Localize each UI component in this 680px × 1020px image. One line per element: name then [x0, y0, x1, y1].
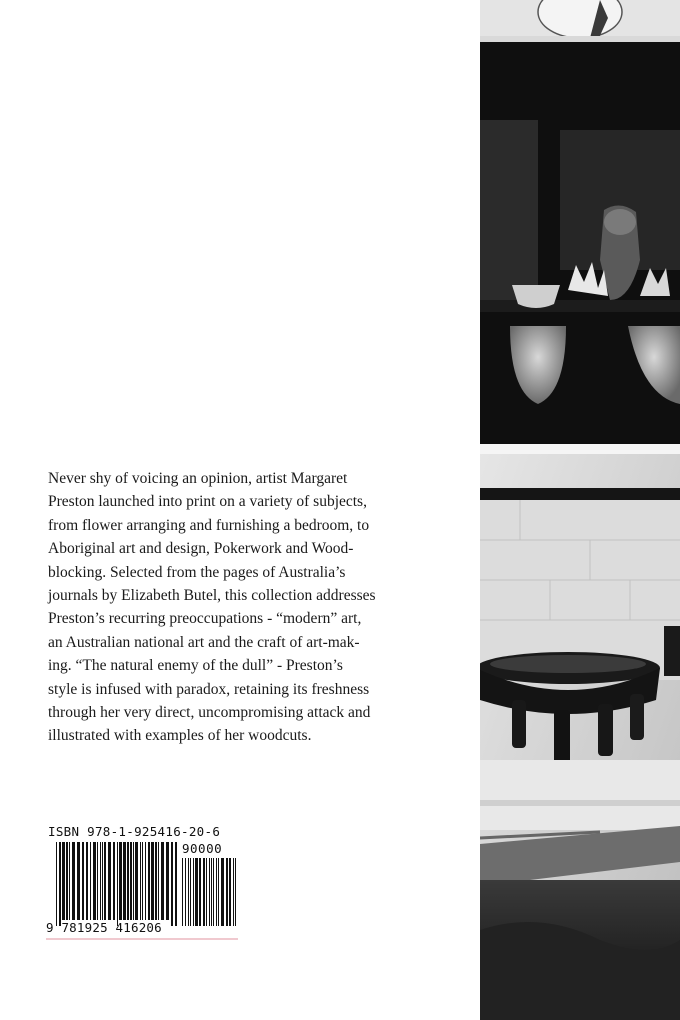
barcode-bar — [104, 842, 106, 920]
barcode-bar — [158, 842, 159, 920]
blurb-line: from flower arranging and furnishing a bedroom, to — [48, 516, 370, 534]
barcode-bar — [233, 858, 234, 926]
blurb-line: Preston launched into print on a variety of subjects, — [48, 493, 367, 511]
pink-rule — [46, 938, 238, 940]
barcode-bar — [123, 842, 126, 920]
barcode-bar — [72, 842, 75, 920]
barcode-bar — [86, 842, 88, 920]
barcode-bar — [69, 842, 70, 920]
barcode-bar — [82, 842, 84, 920]
blurb-line: ing. “The natural enemy of the dull” - Preston’s — [48, 657, 343, 675]
blurb-line: Never shy of voicing an opinion, artist Margaret — [48, 470, 348, 487]
barcode-bar — [59, 842, 61, 926]
barcode-bar — [140, 842, 141, 920]
barcode-bar — [113, 842, 115, 920]
barcode-bar — [226, 858, 228, 926]
price-code: 90000 — [182, 841, 223, 856]
barcode-bar — [108, 842, 111, 920]
barcode-bar — [145, 842, 146, 920]
barcode-bar — [142, 842, 143, 920]
barcode-bar — [185, 858, 186, 926]
barcode-bar — [93, 842, 96, 920]
cover-photograph — [480, 0, 680, 1020]
blurb-line: an Australian national art and the craft of art-mak- — [48, 633, 360, 651]
blurb-line: Aboriginal art and design, Pokerwork and Wood- — [48, 540, 354, 558]
barcode-bar — [155, 842, 157, 920]
barcode-bar — [100, 842, 101, 920]
barcode-bar — [195, 858, 198, 926]
barcode-bar — [193, 858, 194, 926]
barcode-bar — [77, 842, 80, 920]
barcode-bar — [211, 858, 212, 926]
barcode-bar — [175, 842, 177, 926]
ean-digits: 9 781925 416206 — [46, 920, 162, 935]
back-cover-blurb — [48, 467, 428, 748]
barcode-bar — [229, 858, 231, 926]
barcode-bar — [90, 842, 91, 920]
barcode-bar — [161, 842, 164, 920]
blurb-line: journals by Elizabeth Butel, this collection addresses — [48, 587, 376, 605]
barcode-bar — [235, 858, 236, 926]
barcode-bar — [199, 858, 201, 926]
barcode-bar — [56, 842, 57, 926]
barcode-bar — [133, 842, 134, 920]
barcode-bar — [151, 842, 154, 920]
barcode-bar — [127, 842, 129, 920]
barcode-bar — [221, 858, 224, 926]
barcode-bar — [119, 842, 122, 920]
barcode-bar — [213, 858, 214, 926]
barcode-bar — [97, 842, 98, 920]
barcode-bar — [171, 842, 173, 926]
blurb-line: style is infused with paradox, retaining its freshness — [48, 680, 370, 698]
barcode-bar — [216, 858, 217, 926]
barcode-bar — [62, 842, 65, 920]
blurb-line: blocking. Selected from the pages of Australia’s — [48, 563, 346, 581]
ean-barcode-bars — [56, 842, 178, 926]
blurb-line: illustrated with examples of her woodcuts. — [48, 727, 312, 745]
blurb-line: Preston’s recurring preoccupations - “modern” art, — [48, 610, 362, 628]
barcode-bar — [206, 858, 207, 926]
barcode-bar — [190, 858, 191, 926]
barcode-bar — [209, 858, 210, 926]
blurb-line: through her very direct, uncompromising attack and — [48, 704, 371, 722]
barcode-bar — [102, 842, 103, 920]
barcode-bar — [188, 858, 189, 926]
isbn-label: ISBN 978-1-925416-20-6 — [48, 824, 221, 839]
barcode-bar — [148, 842, 150, 920]
barcode-bar — [203, 858, 205, 926]
barcode-bar — [66, 842, 68, 920]
interior-photo-illustration — [480, 0, 680, 1020]
barcode-bar — [135, 842, 138, 920]
addon-barcode-bars — [182, 858, 238, 926]
isbn-barcode — [46, 824, 242, 942]
barcode-bar — [117, 842, 118, 926]
barcode-bar — [166, 842, 169, 920]
barcode-bar — [218, 858, 219, 926]
barcode-bar — [130, 842, 132, 920]
barcode-bar — [182, 858, 183, 926]
